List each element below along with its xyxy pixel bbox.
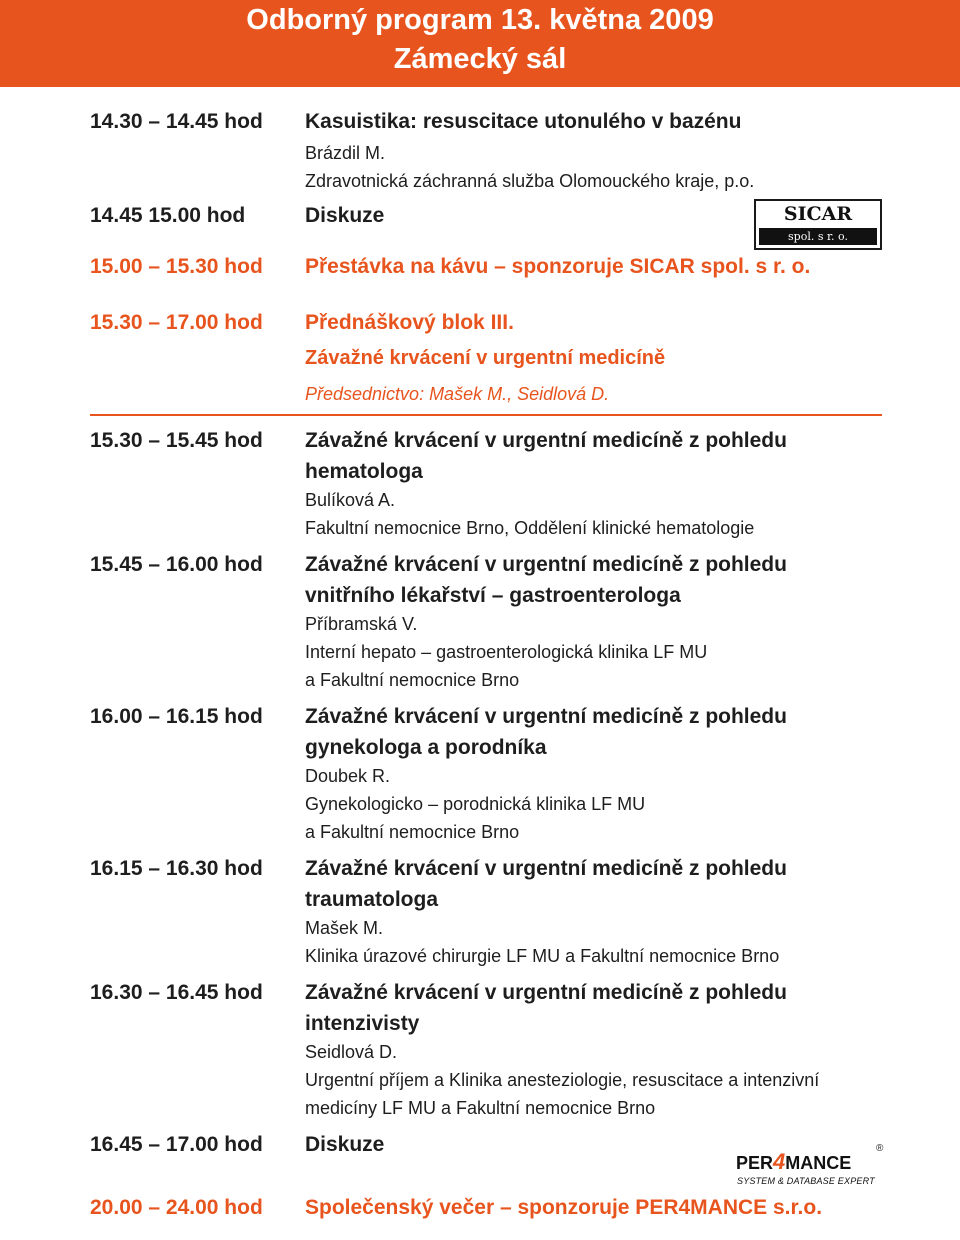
program-title: Odborný program 13. května 2009 bbox=[246, 4, 714, 36]
hall-name: Zámecký sál bbox=[393, 43, 567, 75]
item-title-cont: vnitřního lékařství – gastroenterologa bbox=[305, 584, 681, 607]
item-time: 15.45 – 16.00 hod bbox=[90, 553, 263, 576]
item-title: Závažné krvácení v urgentní medicíně z pohledu bbox=[305, 705, 787, 728]
item-affiliation: Interní hepato – gastroenterologická klinika LF MU bbox=[305, 642, 708, 662]
item-affiliation-cont: a Fakultní nemocnice Brno bbox=[305, 670, 520, 690]
item-affiliation: Gynekologicko – porodnická klinika LF MU bbox=[305, 794, 646, 814]
item-speaker: Bulíková A. bbox=[305, 490, 396, 510]
item-title: Závažné krvácení v urgentní medicíně z pohledu bbox=[305, 981, 787, 1004]
item-title-cont: intenzivisty bbox=[305, 1012, 420, 1035]
item-speaker: Příbramská V. bbox=[305, 614, 418, 634]
item-affiliation: Urgentní příjem a Klinika anesteziologie, resuscitace a intenzivní bbox=[305, 1070, 820, 1090]
item-time: 14.45 15.00 hod bbox=[90, 204, 246, 227]
item-speaker: Mašek M. bbox=[305, 918, 384, 938]
per4mance-logo bbox=[736, 1143, 886, 1193]
item-time: 15.30 – 15.45 hod bbox=[90, 429, 263, 452]
item-title-cont: gynekologa a porodníka bbox=[305, 736, 547, 759]
block-title: Přednáškový blok III. bbox=[305, 311, 514, 334]
sicar-logo bbox=[754, 199, 882, 250]
item-title: Závažné krvácení v urgentní medicíně z pohledu bbox=[305, 429, 787, 452]
item-time: 15.30 – 17.00 hod bbox=[90, 311, 263, 334]
item-title: Diskuze bbox=[305, 1133, 385, 1156]
item-title-cont: traumatologa bbox=[305, 888, 439, 911]
item-time: 16.15 – 16.30 hod bbox=[90, 857, 263, 880]
block-subtitle: Závažné krvácení v urgentní medicíně bbox=[305, 347, 666, 369]
sicar-logo-name: SICAR bbox=[783, 203, 853, 225]
item-title: Závažné krvácení v urgentní medicíně z pohledu bbox=[305, 553, 787, 576]
item-title: Společenský večer – sponzoruje PER4MANCE s.r.o. bbox=[305, 1196, 823, 1219]
item-time: 16.30 – 16.45 hod bbox=[90, 981, 263, 1004]
item-title: Diskuze bbox=[305, 204, 385, 227]
item-affiliation-cont: a Fakultní nemocnice Brno bbox=[305, 822, 520, 842]
item-time: 14.30 – 14.45 hod bbox=[90, 110, 263, 133]
item-affiliation-cont: medicíny LF MU a Fakultní nemocnice Brno bbox=[305, 1098, 656, 1118]
block-chairs: Předsednictvo: Mašek M., Seidlová D. bbox=[305, 384, 610, 404]
item-affiliation: Fakultní nemocnice Brno, Oddělení klinické hematologie bbox=[305, 518, 755, 538]
per4mance-logo-part: MANCE bbox=[785, 1153, 852, 1173]
item-time: 16.00 – 16.15 hod bbox=[90, 705, 263, 728]
page-header bbox=[0, 0, 960, 87]
section-divider bbox=[90, 414, 882, 416]
item-time: 20.00 – 24.00 hod bbox=[90, 1196, 263, 1219]
registered-mark: ® bbox=[876, 1143, 884, 1154]
per4mance-tagline: SYSTEM & DATABASE EXPERT bbox=[737, 1176, 875, 1186]
item-speaker: Doubek R. bbox=[305, 766, 391, 786]
item-affiliation: Klinika úrazové chirurgie LF MU a Fakultní nemocnice Brno bbox=[305, 946, 780, 966]
item-speaker: Seidlová D. bbox=[305, 1042, 398, 1062]
item-title-cont: hematologa bbox=[305, 460, 423, 483]
per4mance-logo-four: 4 bbox=[773, 1149, 786, 1174]
item-time: 15.00 – 15.30 hod bbox=[90, 255, 263, 278]
item-title: Přestávka na kávu – sponzoruje SICAR spol. s r. o. bbox=[305, 255, 811, 278]
per4mance-logo-part: PER bbox=[736, 1153, 774, 1173]
item-time: 16.45 – 17.00 hod bbox=[90, 1133, 263, 1156]
per4mance-logo-name bbox=[736, 1149, 851, 1175]
item-title: Závažné krvácení v urgentní medicíně z pohledu bbox=[305, 857, 787, 880]
sicar-logo-sub: spol. s r. o. bbox=[759, 228, 877, 245]
item-speaker: Brázdil M. bbox=[305, 143, 386, 163]
item-title: Kasuistika: resuscitace utonulého v bazénu bbox=[305, 110, 742, 133]
item-affiliation: Zdravotnická záchranná služba Olomouckého kraje, p.o. bbox=[305, 171, 755, 191]
